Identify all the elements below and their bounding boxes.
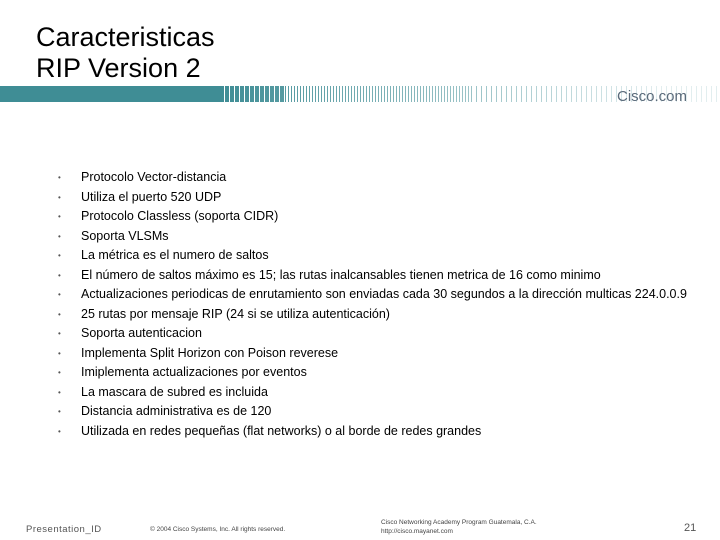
band-bar (429, 86, 430, 102)
bullet-item (58, 346, 698, 361)
band-bar (327, 86, 328, 102)
band-bar (501, 86, 502, 102)
band-bar (260, 86, 264, 102)
band-bar (546, 86, 547, 102)
bullet-item (58, 307, 698, 322)
band-bar (591, 86, 592, 102)
band-bar (423, 86, 424, 102)
band-bar (516, 86, 517, 102)
band-bar (384, 86, 385, 102)
band-bar (411, 86, 412, 102)
band-bar (716, 86, 717, 102)
footer-copyright: © 2004 Cisco Systems, Inc. All rights reserved. (150, 526, 286, 533)
bullet-dot-icon: • (58, 290, 61, 299)
band-bar (372, 86, 373, 102)
band-bar (506, 86, 507, 102)
band-bar (596, 86, 597, 102)
band-bar (420, 86, 421, 102)
band-bar (441, 86, 442, 102)
band-bar (414, 86, 415, 102)
slide-title (36, 22, 215, 84)
bullet-item (58, 229, 698, 244)
band-bar (456, 86, 457, 102)
band-bar (265, 86, 269, 102)
band-bar (556, 86, 557, 102)
band-bar (235, 86, 239, 102)
bullet-text: 25 rutas por mensaje RIP (24 si se utiliza autenticación) (81, 306, 390, 321)
band-bar (576, 86, 577, 102)
bullet-dot-icon: • (58, 426, 61, 436)
band-bar (393, 86, 394, 102)
band-bar (571, 86, 572, 102)
band-bar (491, 86, 492, 102)
bullet-dot-icon: • (58, 270, 61, 280)
band-bar (225, 86, 229, 102)
band-bar (280, 86, 284, 102)
bullet-dot-icon: • (58, 192, 61, 202)
bullet-text: El número de saltos máximo es 15; las rutas inalcansables tienen metrica de 16 como minimo (81, 267, 601, 282)
band-bar (447, 86, 448, 102)
band-bar (496, 86, 497, 102)
band-bar (711, 86, 712, 102)
bullet-item (58, 287, 698, 302)
title-line-1: Caracteristicas (36, 22, 215, 52)
bullet-text: Implementa Split Horizon con Poison reverese (81, 345, 339, 360)
band-bar (255, 86, 259, 102)
band-bar (691, 86, 692, 102)
band-bar (342, 86, 343, 102)
band-bar (581, 86, 582, 102)
band-bar (526, 86, 527, 102)
bullet-dot-icon: • (58, 329, 61, 338)
band-bar (432, 86, 433, 102)
band-bar (360, 86, 361, 102)
band-bar (375, 86, 376, 102)
band-bar (366, 86, 367, 102)
band-bar (339, 86, 340, 102)
bullet-dot-icon: • (58, 212, 61, 221)
band-bar (275, 86, 279, 102)
band-bar (354, 86, 355, 102)
band-bar (402, 86, 403, 102)
band-bar (240, 86, 244, 102)
band-bar (336, 86, 337, 102)
footer-academy (381, 518, 537, 536)
band-bar (551, 86, 552, 102)
band-bar (357, 86, 358, 102)
band-bar (351, 86, 352, 102)
bullet-dot-icon: • (58, 251, 61, 260)
bullet-item (58, 190, 698, 205)
bullet-text: Imiplementa actualizaciones por eventos (81, 365, 307, 379)
band-bar (220, 86, 224, 102)
band-bar (531, 86, 532, 102)
band-bar (399, 86, 400, 102)
band-bar (465, 86, 466, 102)
band-bar (408, 86, 409, 102)
bullet-text: La mascara de subred es incluida (81, 384, 268, 399)
band-bar (318, 86, 319, 102)
band-bar (345, 86, 346, 102)
band-bar (396, 86, 397, 102)
band-bar (309, 86, 310, 102)
bullet-item (58, 365, 698, 380)
band-bar (453, 86, 454, 102)
band-bar (288, 86, 289, 102)
band-bar (417, 86, 418, 102)
band-bar (706, 86, 707, 102)
footer-academy-line-1: Cisco Networking Academy Program Guatemala, C.A. (381, 519, 537, 526)
band-bar (291, 86, 292, 102)
bullet-item (58, 209, 698, 224)
bullet-item (58, 404, 698, 419)
band-bar (230, 86, 234, 102)
bullet-dot-icon: • (58, 309, 61, 319)
band-bar (476, 86, 477, 102)
band-bar (348, 86, 349, 102)
band-bar (306, 86, 307, 102)
band-bar (312, 86, 313, 102)
bullet-dot-icon: • (58, 407, 61, 416)
band-bar (561, 86, 562, 102)
header-band-solid (0, 86, 220, 102)
title-line-2: RIP Version 2 (36, 53, 201, 83)
band-bar (601, 86, 602, 102)
header-band (0, 86, 720, 102)
band-bar (459, 86, 460, 102)
band-bar (462, 86, 463, 102)
cisco-logo: Cisco.com (617, 88, 688, 105)
band-bar (566, 86, 567, 102)
footer-presentation-id: Presentation_ID (26, 524, 102, 535)
bullet-item (58, 326, 698, 341)
bullet-text: Utiliza el puerto 520 UDP (81, 189, 222, 204)
bullet-text: Actualizaciones periodicas de enrutamiento son enviadas cada 30 segundos a la dirección multicas 224.0.0.9 (81, 287, 687, 301)
band-bar (536, 86, 537, 102)
band-bar (541, 86, 542, 102)
band-bar (701, 86, 702, 102)
band-bar (390, 86, 391, 102)
band-bar (450, 86, 451, 102)
band-bar (270, 86, 274, 102)
band-bar (315, 86, 316, 102)
band-bar (438, 86, 439, 102)
bullet-text: Soporta autenticacion (81, 326, 202, 340)
band-bar (444, 86, 445, 102)
band-bar (606, 86, 607, 102)
bullet-item (58, 424, 698, 439)
band-bar (324, 86, 325, 102)
bullet-text: Distancia administrativa es de 120 (81, 404, 272, 418)
bullet-dot-icon: • (58, 173, 61, 182)
band-bar (245, 86, 249, 102)
band-bar (369, 86, 370, 102)
band-bar (405, 86, 406, 102)
bullet-dot-icon: • (58, 387, 61, 397)
footer-academy-line-2: http://cisco.mayanet.com (381, 528, 453, 535)
bullet-item (58, 248, 698, 263)
band-bar (294, 86, 295, 102)
band-bar (611, 86, 612, 102)
bullet-dot-icon: • (58, 368, 61, 377)
band-bar (363, 86, 364, 102)
band-bar (511, 86, 512, 102)
band-bar (586, 86, 587, 102)
bullet-text: La métrica es el numero de saltos (81, 248, 269, 262)
bullet-text: Utilizada en redes pequeñas (flat networks) o al borde de redes grandes (81, 423, 482, 438)
band-bar (387, 86, 388, 102)
band-bar (486, 86, 487, 102)
bullet-text: Soporta VLSMs (81, 228, 169, 243)
band-bar (378, 86, 379, 102)
band-bar (468, 86, 469, 102)
band-bar (303, 86, 304, 102)
bullet-dot-icon: • (58, 348, 61, 358)
band-bar (696, 86, 697, 102)
band-bar (471, 86, 472, 102)
bullet-item (58, 170, 698, 185)
band-bar (481, 86, 482, 102)
band-bar (521, 86, 522, 102)
band-bar (297, 86, 298, 102)
band-bar (426, 86, 427, 102)
band-bar (330, 86, 331, 102)
band-bar (435, 86, 436, 102)
band-bar (333, 86, 334, 102)
band-bar (285, 86, 286, 102)
band-bar (250, 86, 254, 102)
bullet-dot-icon: • (58, 231, 61, 241)
page-number: 21 (684, 522, 697, 534)
bullet-list (58, 170, 698, 443)
bullet-text: Protocolo Classless (soporta CIDR) (81, 209, 279, 223)
bullet-text: Protocolo Vector-distancia (81, 170, 227, 184)
bullet-item (58, 268, 698, 283)
band-bar (381, 86, 382, 102)
band-bar (321, 86, 322, 102)
bullet-item (58, 385, 698, 400)
band-bar (300, 86, 301, 102)
